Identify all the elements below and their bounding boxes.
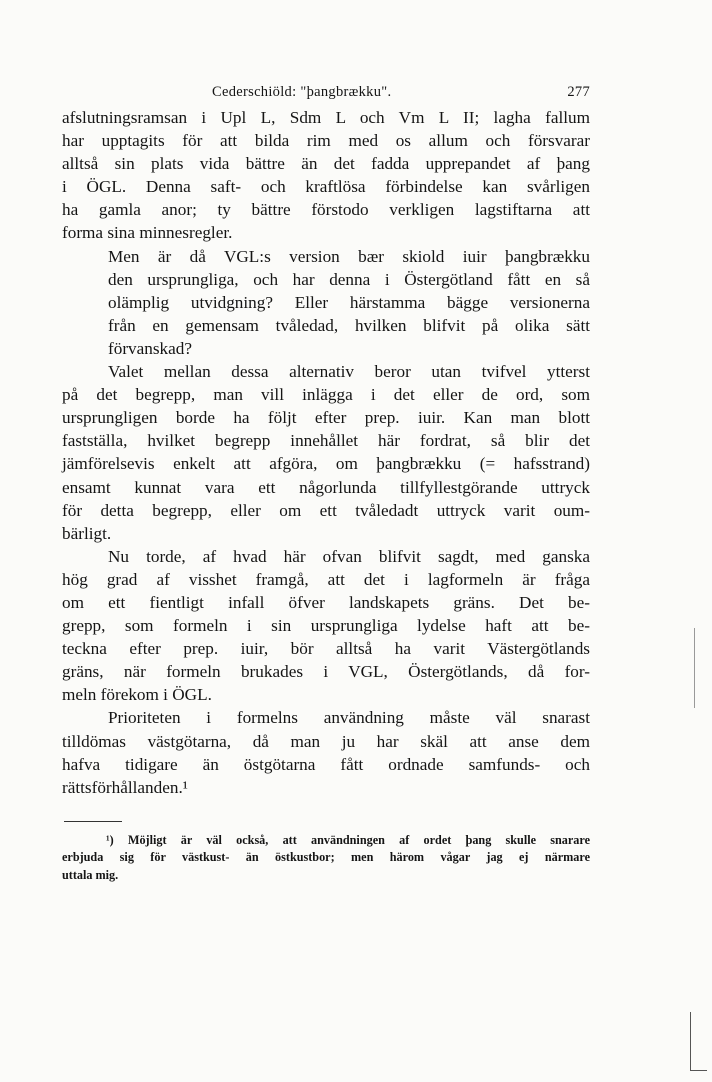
- text-line: jämförelsevis enkelt att afgöra, om þangbrækku (= hafsstrand): [62, 454, 590, 474]
- scan-margin-line: [694, 628, 695, 708]
- footnote-line: erbjuda sig för västkust- än östkustbor; men härom vågar jag ej närmare: [62, 850, 590, 865]
- text-line: forma sina minnesregler.: [62, 223, 233, 243]
- text-line: Men är då VGL:s version bær skiold iuir þangbrækku: [108, 246, 590, 266]
- text-line: har upptagits för att bilda rim med os allum och försvarar: [62, 131, 590, 151]
- text-line: ursprungligen borde ha följt efter prep. iuir. Kan man blott: [62, 408, 590, 428]
- text-line: fastställa, hvilket begrepp innehållet här fordrat, så blir det: [62, 431, 590, 451]
- text-line: från en gemensam tvåledad, hvilken blifvit på olika sätt: [108, 315, 590, 335]
- footnote: [62, 832, 590, 885]
- text-line: Valet mellan dessa alternativ beror utan tvifvel ytterst: [108, 362, 590, 382]
- paragraph-5: [62, 706, 590, 798]
- text-line: i ÖGL. Denna saft- och kraftlösa förbindelse kan svårligen: [62, 177, 590, 197]
- body-text: [62, 106, 590, 799]
- paragraph-2: [62, 245, 590, 360]
- text-line: tilldömas västgötarna, då man ju har skäl att anse dem: [62, 731, 590, 751]
- text-line: förvanskad?: [108, 338, 192, 358]
- text-line: ensamt kunnat vara ett någorlunda tillfyllestgörande uttryck: [62, 477, 590, 497]
- text-line: grepp, som formeln i sin ursprungliga lydelse haft att be-: [62, 616, 590, 636]
- text-line: ha gamla anor; ty bättre förstodo verkligen lagstiftarna att: [62, 200, 590, 220]
- text-line: Prioriteten i formelns användning måste väl snarast: [108, 708, 590, 728]
- text-line: gräns, när formeln brukades i VGL, Östergötlands, då for-: [62, 662, 590, 682]
- text-line: olämplig utvidgning? Eller härstamma bägge versionerna: [108, 292, 590, 312]
- text-line: bärligt.: [62, 523, 112, 543]
- text-line: alltså sin plats vida bättre än det fadda upprepandet af þang: [62, 154, 590, 174]
- running-title: Cederschiöld: "þangbrækku".: [212, 84, 392, 100]
- text-line: om ett fientligt infall öfver landskapets gräns. Det be-: [62, 592, 590, 612]
- text-line: den ursprungliga, och har denna i Östergötland fått en så: [108, 269, 590, 289]
- text-line: för detta begrepp, eller om ett tvåledadt uttryck varit oum-: [62, 500, 590, 520]
- scan-corner-mark: [690, 1012, 707, 1071]
- text-line: teckna efter prep. iuir, bör alltså ha varit Västergötlands: [62, 639, 590, 659]
- page-header: [62, 80, 590, 106]
- footnote-rule: [64, 821, 122, 822]
- paragraph-1: [62, 106, 590, 245]
- book-page: [62, 80, 590, 884]
- text-line: på det begrepp, man vill inlägga i det eller de ord, som: [62, 385, 590, 405]
- footnote-line: uttala mig.: [62, 867, 119, 882]
- text-line: hafva tidigare än östgötarna fått ordnade samfunds- och: [62, 754, 590, 774]
- paragraph-4: [62, 545, 590, 707]
- footnote-line: ¹) Möjligt är väl också, att användningen af ordet þang skulle snarare: [106, 832, 590, 847]
- text-line: Nu torde, af hvad här ofvan blifvit sagdt, med ganska: [108, 546, 590, 566]
- text-line: rättsförhållanden.¹: [62, 777, 188, 797]
- page-number: 277: [567, 84, 590, 100]
- paragraph-3: [62, 360, 590, 545]
- text-line: afslutningsramsan i Upl L, Sdm L och Vm L II; lagha fallum: [62, 108, 590, 127]
- text-line: hög grad af visshet framgå, att det i lagformeln är fråga: [62, 569, 590, 589]
- text-line: meln förekom i ÖGL.: [62, 685, 212, 705]
